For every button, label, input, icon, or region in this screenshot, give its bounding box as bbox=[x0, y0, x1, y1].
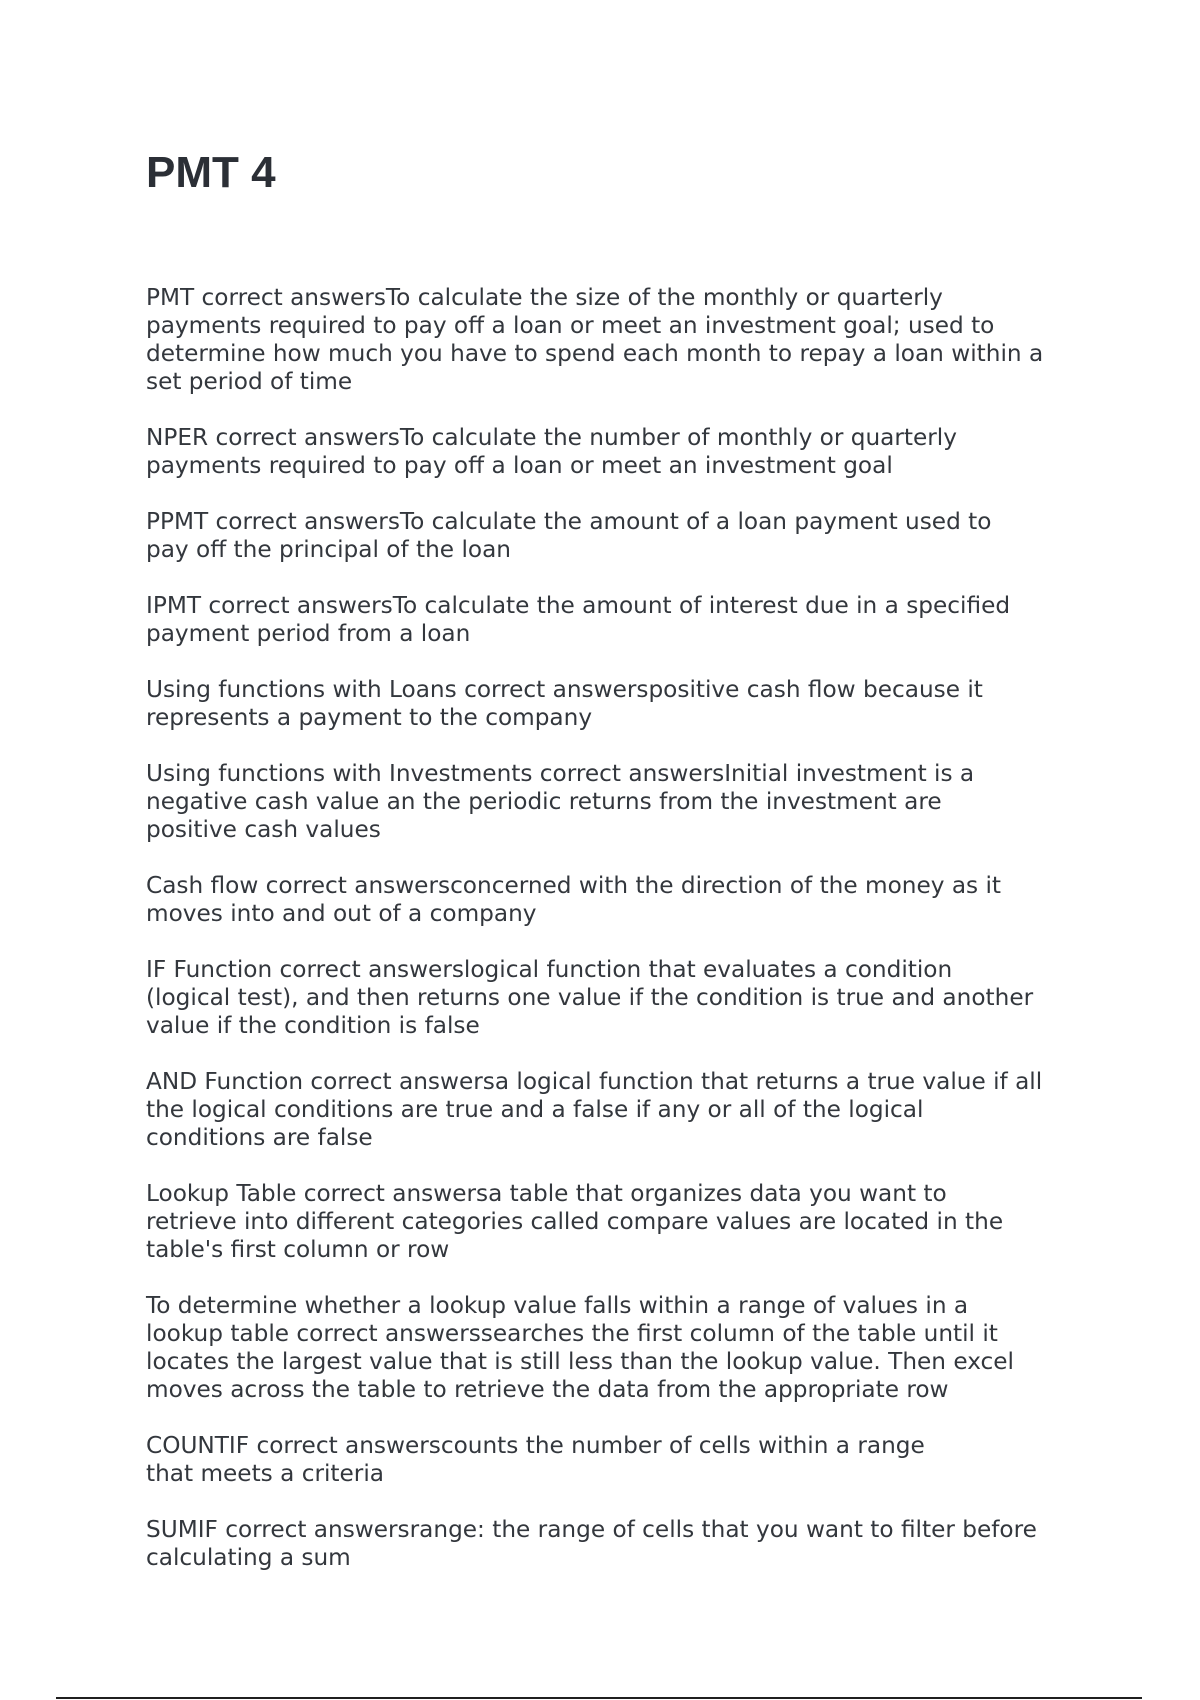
definition-entry bbox=[146, 1180, 1086, 1264]
entry-list bbox=[146, 284, 1086, 1600]
definition-line: set period of time bbox=[146, 368, 353, 395]
definition-line: calculating a sum bbox=[146, 1544, 351, 1571]
definition-entry bbox=[146, 1432, 1086, 1488]
definition-entry bbox=[146, 508, 1086, 564]
definition-entry bbox=[146, 424, 1086, 480]
definition-line: Using functions with Investments correct answersInitial investment is a bbox=[146, 760, 975, 787]
definition-line: that meets a criteria bbox=[146, 1460, 384, 1487]
definition-line: table's first column or row bbox=[146, 1236, 450, 1263]
definition-entry bbox=[146, 956, 1086, 1040]
definition-line: moves into and out of a company bbox=[146, 900, 537, 927]
definition-line: payment period from a loan bbox=[146, 620, 471, 647]
footer-divider bbox=[56, 1697, 1142, 1699]
definition-entry bbox=[146, 760, 1086, 844]
definition-line: Using functions with Loans correct answerspositive cash flow because it bbox=[146, 676, 983, 703]
definition-line: Cash flow correct answersconcerned with the direction of the money as it bbox=[146, 872, 1002, 899]
definition-entry bbox=[146, 1292, 1086, 1404]
definition-line: pay off the principal of the loan bbox=[146, 536, 511, 563]
definition-line: To determine whether a lookup value falls within a range of values in a bbox=[146, 1292, 969, 1319]
definition-line: Lookup Table correct answersa table that organizes data you want to bbox=[146, 1180, 947, 1207]
definition-line: COUNTIF correct answerscounts the number of cells within a range bbox=[146, 1432, 925, 1459]
definition-entry bbox=[146, 872, 1086, 928]
definition-line: payments required to pay off a loan or meet an investment goal bbox=[146, 452, 893, 479]
definition-line: moves across the table to retrieve the data from the appropriate row bbox=[146, 1376, 949, 1403]
definition-line: payments required to pay off a loan or meet an investment goal; used to bbox=[146, 312, 995, 339]
definition-entry bbox=[146, 1068, 1086, 1152]
definition-line: (logical test), and then returns one value if the condition is true and another bbox=[146, 984, 1034, 1011]
definition-line: SUMIF correct answersrange: the range of cells that you want to filter before bbox=[146, 1516, 1037, 1543]
definition-line: IF Function correct answerslogical function that evaluates a condition bbox=[146, 956, 953, 983]
definition-entry bbox=[146, 592, 1086, 648]
definition-line: conditions are false bbox=[146, 1124, 373, 1151]
page-title: PMT 4 bbox=[146, 148, 276, 197]
definition-entry bbox=[146, 1516, 1086, 1572]
definition-line: AND Function correct answersa logical function that returns a true value if all bbox=[146, 1068, 1043, 1095]
definition-line: IPMT correct answersTo calculate the amount of interest due in a specified bbox=[146, 592, 1011, 619]
definition-line: represents a payment to the company bbox=[146, 704, 593, 731]
definition-entry bbox=[146, 284, 1086, 396]
definition-line: lookup table correct answerssearches the first column of the table until it bbox=[146, 1320, 998, 1347]
definition-line: PMT correct answersTo calculate the size of the monthly or quarterly bbox=[146, 284, 943, 311]
definition-line: value if the condition is false bbox=[146, 1012, 480, 1039]
definition-line: positive cash values bbox=[146, 816, 381, 843]
definition-line: determine how much you have to spend each month to repay a loan within a bbox=[146, 340, 1044, 367]
definition-line: the logical conditions are true and a false if any or all of the logical bbox=[146, 1096, 924, 1123]
definition-line: NPER correct answersTo calculate the number of monthly or quarterly bbox=[146, 424, 957, 451]
definition-entry bbox=[146, 676, 1086, 732]
definition-line: PPMT correct answersTo calculate the amount of a loan payment used to bbox=[146, 508, 992, 535]
definition-line: negative cash value an the periodic returns from the investment are bbox=[146, 788, 942, 815]
definition-line: locates the largest value that is still less than the lookup value. Then excel bbox=[146, 1348, 1014, 1375]
definition-line: retrieve into different categories called compare values are located in the bbox=[146, 1208, 1004, 1235]
